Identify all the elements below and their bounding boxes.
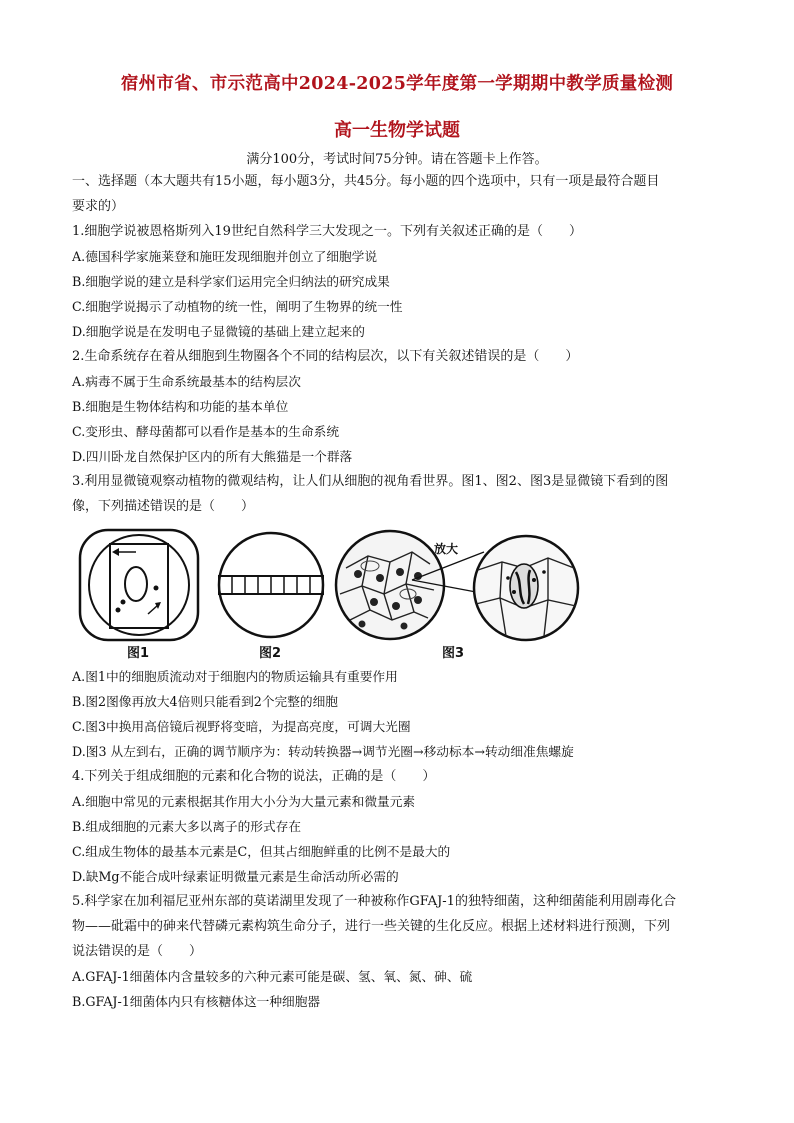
q4-option-a: A.细胞中常见的元素根据其作用大小分为大量元素和微量元素 [72, 794, 416, 809]
q5-stem-line2: 物——砒霜中的砷来代替磷元素构筑生命分子，进行一些关键的生化反应。根据上述材料进行预测，下列 [72, 919, 671, 934]
figure-3-low-magnification [336, 531, 444, 639]
q3-option-d: D.图3 从左到右，正确的调节顺序为：转动转换器→调节光圈→移动标本→转动细准焦螺旋 [72, 744, 574, 759]
q3-stem-line2: 像，下列描述错误的是（ ） [72, 499, 255, 514]
exam-title: 宿州市省、市示范高中2024-2025学年度第一学期期中教学质量检测 [120, 74, 674, 94]
figure-1-label: 图1 [127, 646, 150, 661]
figure-3-label: 图3 [442, 646, 465, 661]
q5-stem-line1: 5.科学家在加利福尼亚州东部的莫诺湖里发现了一种被称作GFAJ-1的独特细菌，这种细菌能利用剧毒化合 [72, 894, 676, 909]
q1-option-c: C.细胞学说揭示了动植物的统一性，阐明了生物界的统一性 [72, 299, 403, 314]
q4-option-b: B.组成细胞的元素大多以离子的形式存在 [72, 819, 302, 834]
exam-subtitle: 高一生物学试题 [334, 120, 460, 141]
microscope-figures-svg [78, 528, 598, 646]
q1-option-d: D.细胞学说是在发明电子显微镜的基础上建立起来的 [72, 324, 365, 339]
figure-1-drawing [80, 530, 198, 640]
q1-stem: 1.细胞学说被恩格斯列入19世纪自然科学三大发现之一。下列有关叙述正确的是（ ） [72, 224, 582, 239]
q2-option-d: D.四川卧龙自然保护区内的所有大熊猫是一个群落 [72, 449, 353, 464]
q3-option-b: B.图2图像再放大4倍则只能看到2个完整的细胞 [72, 694, 338, 709]
magnify-label: 放大 [434, 542, 459, 556]
section-heading-line2: 要求的） [72, 199, 125, 214]
section-heading-line1: 一、选择题（本大题共有15小题，每小题3分，共45分。每小题的四个选项中，只有一项是最符合题目 [72, 174, 660, 189]
q3-figures [78, 528, 598, 666]
q4-stem: 4.下列关于组成细胞的元素和化合物的说法，正确的是（ ） [72, 769, 436, 784]
q2-stem: 2.生命系统存在着从细胞到生物圈各个不同的结构层次，以下有关叙述错误的是（ ） [72, 349, 579, 364]
q3-stem-line1: 3.利用显微镜观察动植物的微观结构，让人们从细胞的视角看世界。图1、图2、图3是显微镜下看到的图 [72, 474, 669, 489]
figure-2-label: 图2 [259, 646, 282, 661]
q1-option-b: B.细胞学说的建立是科学家们运用完全归纳法的研究成果 [72, 274, 390, 289]
q4-option-d: D.缺Mg不能合成叶绿素证明微量元素是生命活动所必需的 [72, 869, 399, 884]
q5-option-a: A.GFAJ-1细菌体内含量较多的六种元素可能是碳、氢、氧、氮、砷、硫 [72, 969, 473, 984]
q2-option-b: B.细胞是生物体结构和功能的基本单位 [72, 399, 289, 414]
q3-option-c: C.图3中换用高倍镜后视野将变暗，为提高亮度，可调大光圈 [72, 719, 411, 734]
figure-3-high-magnification [474, 536, 578, 640]
q5-stem-line3: 说法错误的是（ ） [72, 944, 203, 959]
q4-option-c: C.组成生物体的最基本元素是C，但其占细胞鲜重的比例不是最大的 [72, 844, 451, 859]
q5-option-b: B.GFAJ-1细菌体内只有核糖体这一种细胞器 [72, 994, 321, 1009]
q1-option-a: A.德国科学家施莱登和施旺发现细胞并创立了细胞学说 [72, 249, 378, 264]
q2-option-a: A.病毒不属于生命系统最基本的结构层次 [72, 374, 301, 389]
figure-2-drawing [219, 533, 323, 637]
exam-note: 满分100分，考试时间75分钟。请在答题卡上作答。 [246, 152, 548, 167]
q3-option-a: A.图1中的细胞质流动对于细胞内的物质运输具有重要作用 [72, 669, 398, 684]
q2-option-c: C.变形虫、酵母菌都可以看作是基本的生命系统 [72, 424, 340, 439]
